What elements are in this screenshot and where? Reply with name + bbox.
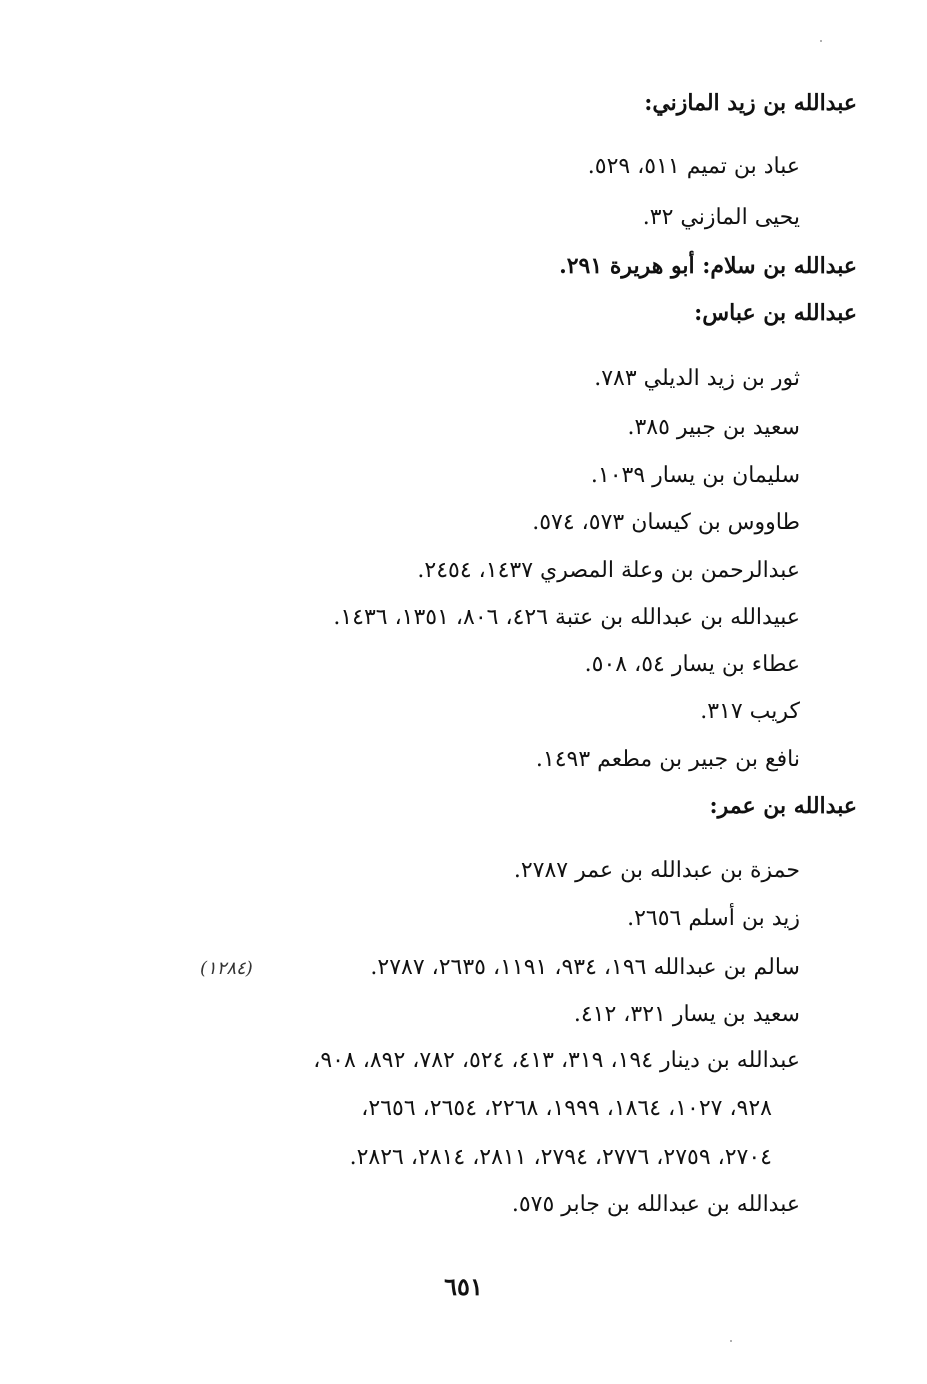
index-heading: عبدالله بن سلام: أبو هريرة ٢٩١.	[559, 253, 857, 279]
index-entry: طاووس بن كيسان ٥٧٣، ٥٧٤.	[532, 510, 800, 535]
index-entry: عطاء بن يسار ٥٤، ٥٠٨.	[584, 652, 800, 677]
index-entry: سالم بن عبدالله ١٩٦، ٩٣٤، ١١٩١، ٢٦٣٥، ٢٧٨٧.	[370, 955, 800, 980]
index-entry: سعيد بن جبير ٣٨٥.	[627, 415, 800, 440]
handwritten-note: (١٢٨٤)	[200, 958, 253, 979]
scan-speck	[730, 1340, 732, 1342]
index-heading: عبدالله بن زيد المازني:	[644, 90, 857, 116]
page-number: ٦٥١	[444, 1272, 483, 1301]
index-entry: كريب ٣١٧.	[700, 699, 800, 724]
index-entry: نافع بن جبير بن مطعم ١٤٩٣.	[535, 747, 800, 772]
index-entry: عباد بن تميم ٥١١، ٥٢٩.	[587, 154, 800, 179]
index-entry-continuation: ٢٧٠٤، ٢٧٥٩، ٢٧٧٦، ٢٧٩٤، ٢٨١١، ٢٨١٤، ٢٨٢٦.	[349, 1145, 772, 1170]
index-entry: عبدالله بن دينار ١٩٤، ٣١٩، ٤١٣، ٥٢٤، ٧٨٢، ٨٩٢، ٩٠٨،	[313, 1048, 800, 1073]
index-entry: سعيد بن يسار ٣٢١، ٤١٢.	[573, 1002, 800, 1027]
index-entry-continuation: ٩٢٨، ١٠٢٧، ١٨٦٤، ١٩٩٩، ٢٢٦٨، ٢٦٥٤، ٢٦٥٦،	[361, 1096, 772, 1121]
index-entry: ثور بن زيد الديلي ٧٨٣.	[594, 366, 800, 391]
index-heading: عبدالله بن عمر:	[709, 793, 857, 819]
index-entry: زيد بن أسلم ٢٦٥٦.	[627, 906, 800, 931]
index-entry: يحيى المازني ٣٢.	[642, 205, 800, 230]
index-entry: عبيدالله بن عبدالله بن عتبة ٤٢٦، ٨٠٦، ١٣٥١، ١٤٣٦.	[333, 605, 800, 630]
index-entry: حمزة بن عبدالله بن عمر ٢٧٨٧.	[513, 858, 800, 883]
index-heading: عبدالله بن عباس:	[694, 300, 857, 326]
index-entry: عبدالرحمن بن وعلة المصري ١٤٣٧، ٢٤٥٤.	[417, 558, 800, 583]
index-entry: سليمان بن يسار ١٠٣٩.	[590, 463, 800, 488]
index-entry: عبدالله بن عبدالله بن جابر ٥٧٥.	[511, 1192, 800, 1217]
scan-speck	[820, 40, 822, 42]
